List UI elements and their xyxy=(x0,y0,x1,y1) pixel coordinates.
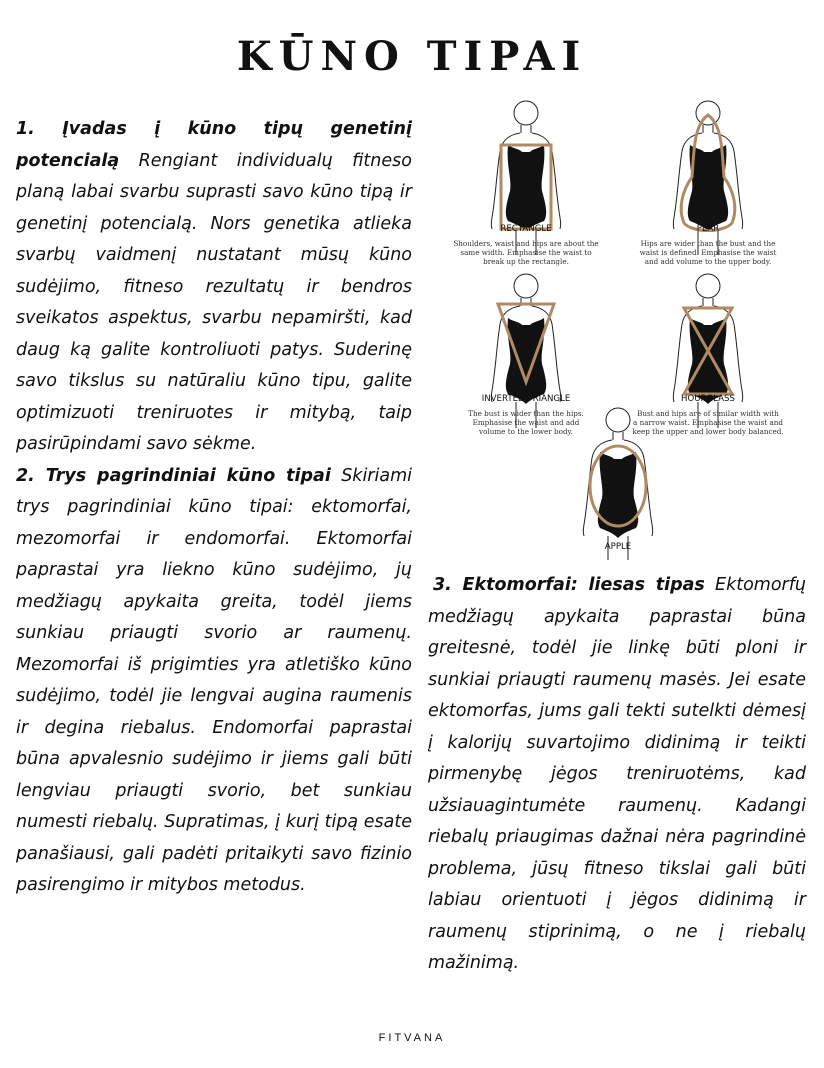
apple-label: APPLE xyxy=(604,542,632,552)
inverted-triangle-caption: Emphasise the waist and add xyxy=(472,418,580,427)
section-text: Ektomorfų medžiagų apykaita paprastai būna greitesnė, todėl jie linkę būti ploni ir sunkiai priaugti raumenų masės. Jei esate ektomorfas, jums gali tekti sutelkti dėmesį į kalorijų suvartojimo didinimą ir teikti pirmenybę jėgos treniruotėms, kad užsiauagintumėte raumenų. Kadangi riebalų priaugimas dažnai nėra pagrindinė problema, jūsų fitneso tikslai gali būti labiau orientuoti į jėgos didinimą ir raumenų stiprinimą, o ne į riebalų mažinimą. xyxy=(428,575,806,973)
hourglass-figure xyxy=(673,274,742,428)
section-heading: 3. Ektomorfai: liesas tipas xyxy=(433,575,705,595)
rectangle-caption: Shoulders, waist and hips are about the xyxy=(453,239,599,248)
section-heading: 2. Trys pagrindiniai kūno tipai xyxy=(16,465,331,486)
hourglass-label: HOURGLASS xyxy=(681,394,735,404)
pear-caption: waist is defined. Emphasise the waist xyxy=(639,248,777,257)
inverted-triangle-caption: The bust is wider than the hips. xyxy=(468,409,584,418)
pear-label: PEAR xyxy=(696,224,720,234)
page-title: KŪNO TIPAI xyxy=(236,33,588,80)
inverted-triangle-caption: volume to the lower body. xyxy=(479,427,573,436)
hourglass-caption: Bust and hips are of similar width with xyxy=(637,409,779,418)
section-text: Rengiant individualų fitneso planą labai svarbu suprasti savo kūno tipą ir genetinį potencialą. Nors genetika atlieka svarbų vaidmenį nustatant mūsų kūno sudėjimo, fitneso rezultatų ir bendros sveikatos aspektus, svarbu nepamiršti, kad daug ką galite kontroliuoti patys. Suderinę savo tikslus su natūraliu kūno tipu, galite optimizuoti treniruotes ir mitybą, taip pasirūpindami savo sėkme. xyxy=(16,150,412,454)
section-intro xyxy=(16,114,412,461)
pear-caption: Hips are wider than the bust and the xyxy=(640,239,776,248)
section-heading: 1. Įvadas į kūno tipų genetinį potencialą xyxy=(16,119,412,171)
right-column xyxy=(428,570,806,980)
section-ectomorph xyxy=(428,570,806,980)
rectangle-caption: same width. Emphasise the waist to xyxy=(460,248,592,257)
inverted-triangle-figure xyxy=(491,274,560,428)
section-text: Skiriami trys pagrindiniai kūno tipai: ektomorfai, mezomorfai ir endomorfai. Ektomorfai paprastai yra liekno kūno sudėjimo, jų medžiagų apykaita greita, todėl jiems sunkiau priaugti svorio ar raumenų. Mezomorfai iš prigimties yra atletiško kūno sudėjimo, todėl jie lengvai augina raumenis ir degina riebalus. Endomorfai paprastai būna apvalesnio sudėjimo ir jiems gali būti lengviau priaugti svorio, bet sunkiau numesti riebalų. Supratimas, į kurį tipą esate panašiausi, gali padėti pritaikyti savo fizinio pasirengimo ir mitybos metodus. xyxy=(16,465,412,895)
hourglass-caption: a narrow waist. Emphasise the waist and xyxy=(633,418,783,427)
pear-caption: and add volume to the upper body. xyxy=(644,257,772,266)
body-types-illustration xyxy=(438,100,818,560)
hourglass-caption: keep the upper and lower body balanced. xyxy=(632,427,784,436)
footer-brand: FITVANA xyxy=(378,1032,446,1044)
inverted-triangle-label: INVERTED TRIANGLE xyxy=(481,394,571,404)
rectangle-label: RECTANGLE xyxy=(500,224,552,234)
left-column xyxy=(16,114,412,902)
section-three-types xyxy=(16,461,412,902)
rectangle-caption: break up the rectangle. xyxy=(483,257,569,266)
